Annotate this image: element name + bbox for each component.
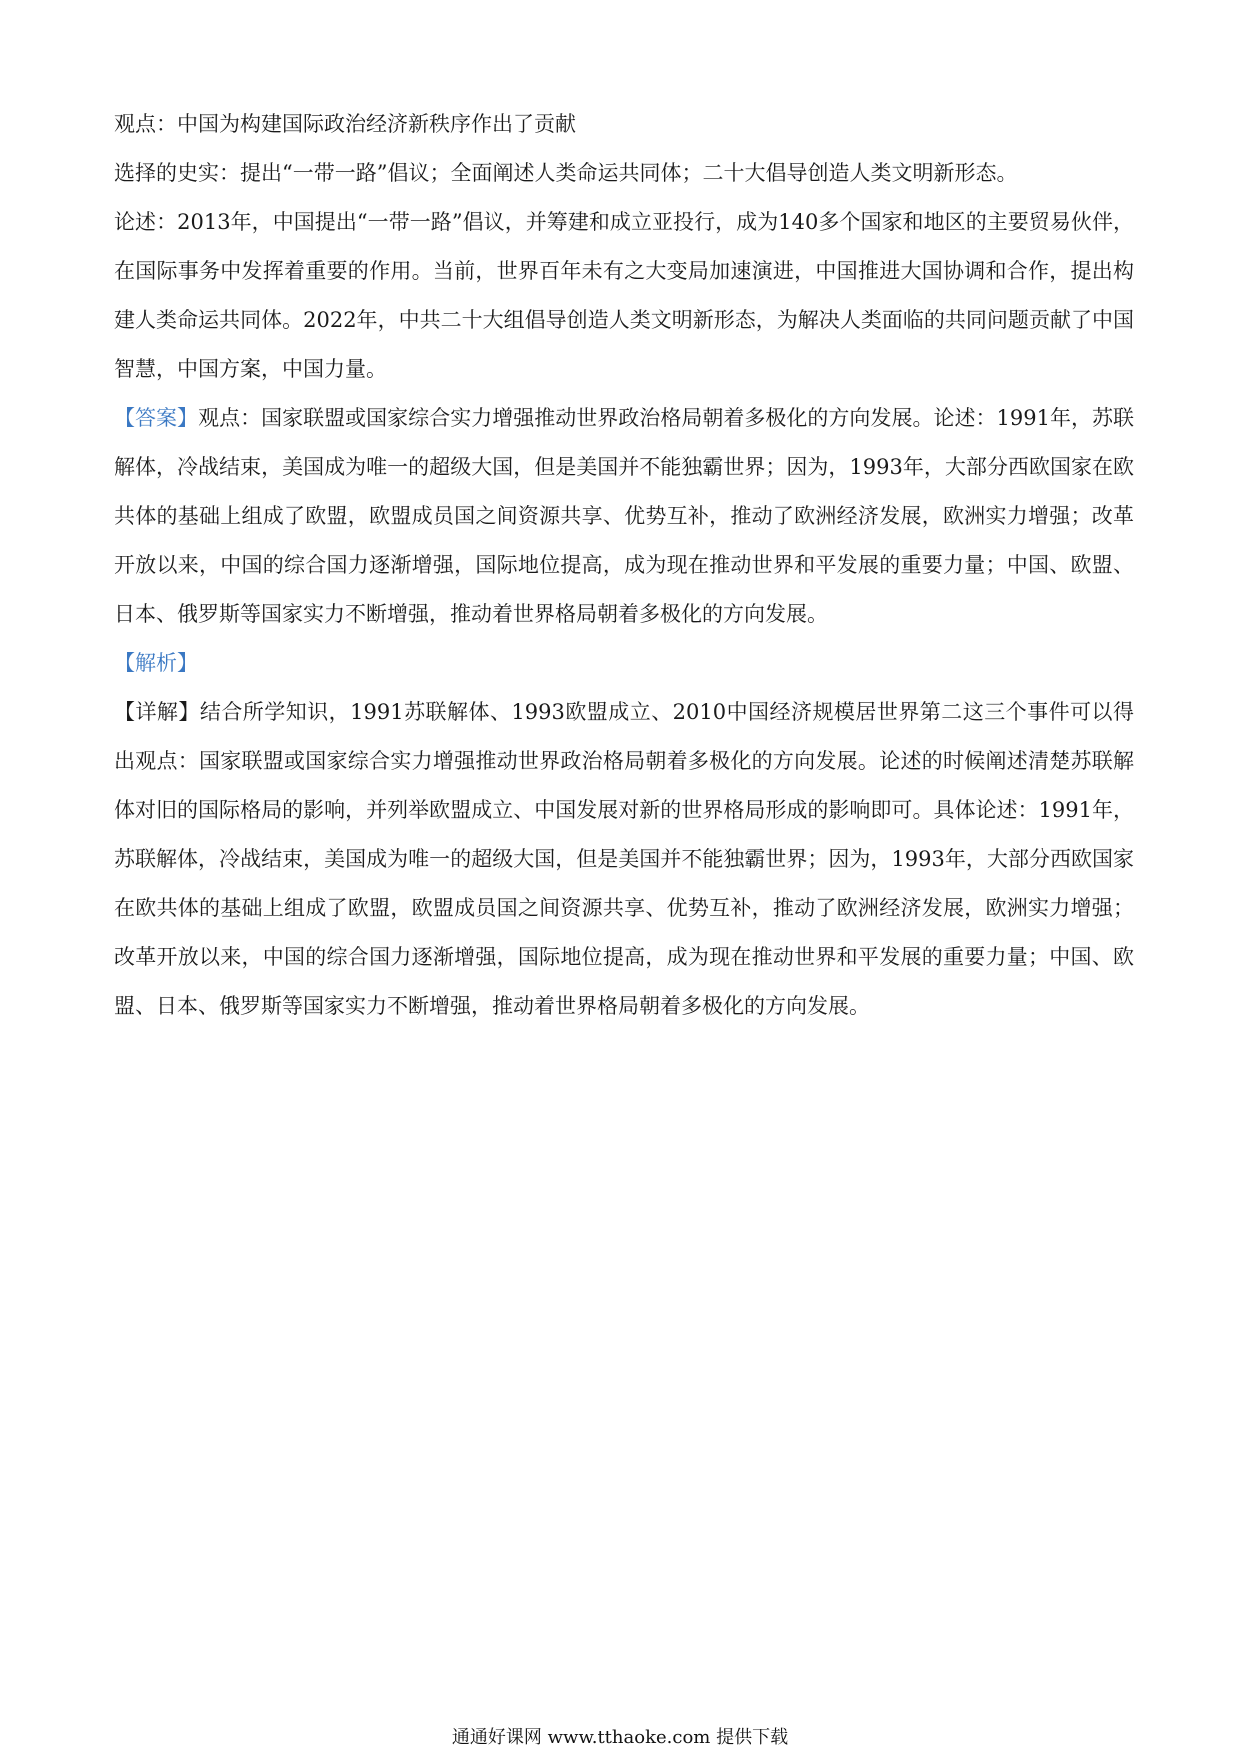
analysis-heading <box>114 639 1134 688</box>
facts-line: 选择的史实：提出“一带一路”倡议；全面阐述人类命运共同体；二十大倡导创造人类文明新形态。 <box>114 161 1018 185</box>
detail-paragraph <box>114 688 1134 1031</box>
answer-tag: 【答案】 <box>114 406 199 430</box>
detail-text: 结合所学知识，1991苏联解体、1993欧盟成立、2010中国经济规模居世界第二这三个事件可以得出观点：国家联盟或国家综合实力增强推动世界政治格局朝着多极化的方向发展。论述的时候阐述清楚苏联解体对旧的国际格局的影响，并列举欧盟成立、中国发展对新的世界格局形成的影响即可。具体论述：1991年，苏联解体，冷战结束，美国成为唯一的超级大国，但是美国并不能独霸世界；因为，1993年，大部分西欧国家在欧共体的基础上组成了欧盟，欧盟成员国之间资源共享、优势互补，推动了欧洲经济发展，欧洲实力增强；改革开放以来，中国的综合国力逐渐增强，国际地位提高，成为现在推动世界和平发展的重要力量；中国、欧盟、日本、俄罗斯等国家实力不断增强，推动着世界格局朝着多极化的方向发展。 <box>114 700 1135 1018</box>
detail-tag: 【详解】 <box>114 700 200 724</box>
page-footer: 通通好课网 www.tthaoke.com 提供下载 <box>451 1727 789 1748</box>
argument-paragraph: 论述：2013年，中国提出“一带一路”倡议，并筹建和成立亚投行，成为140多个国家和地区的主要贸易伙伴，在国际事务中发挥着重要的作用。当前，世界百年未有之大变局加速演进，中国推进大国协调和合作，提出构建人类命运共同体。2022年，中共二十大组倡导创造人类文明新形态，为解决人类面临的共同问题贡献了中国智慧，中国方案，中国力量。 <box>114 210 1134 381</box>
answer-paragraph <box>114 394 1134 639</box>
document-body <box>114 100 1134 1031</box>
answer-text: 观点：国家联盟或国家综合实力增强推动世界政治格局朝着多极化的方向发展。论述：1991年，苏联解体，冷战结束，美国成为唯一的超级大国，但是美国并不能独霸世界；因为，1993年，大部分西欧国家在欧共体的基础上组成了欧盟，欧盟成员国之间资源共享、优势互补，推动了欧洲经济发展，欧洲实力增强；改革开放以来，中国的综合国力逐渐增强，国际地位提高，成为现在推动世界和平发展的重要力量；中国、欧盟、日本、俄罗斯等国家实力不断增强，推动着世界格局朝着多极化的方向发展。 <box>114 406 1135 626</box>
analysis-tag: 【解析】 <box>114 651 198 675</box>
viewpoint-line: 观点：中国为构建国际政治经济新秩序作出了贡献 <box>114 112 576 136</box>
